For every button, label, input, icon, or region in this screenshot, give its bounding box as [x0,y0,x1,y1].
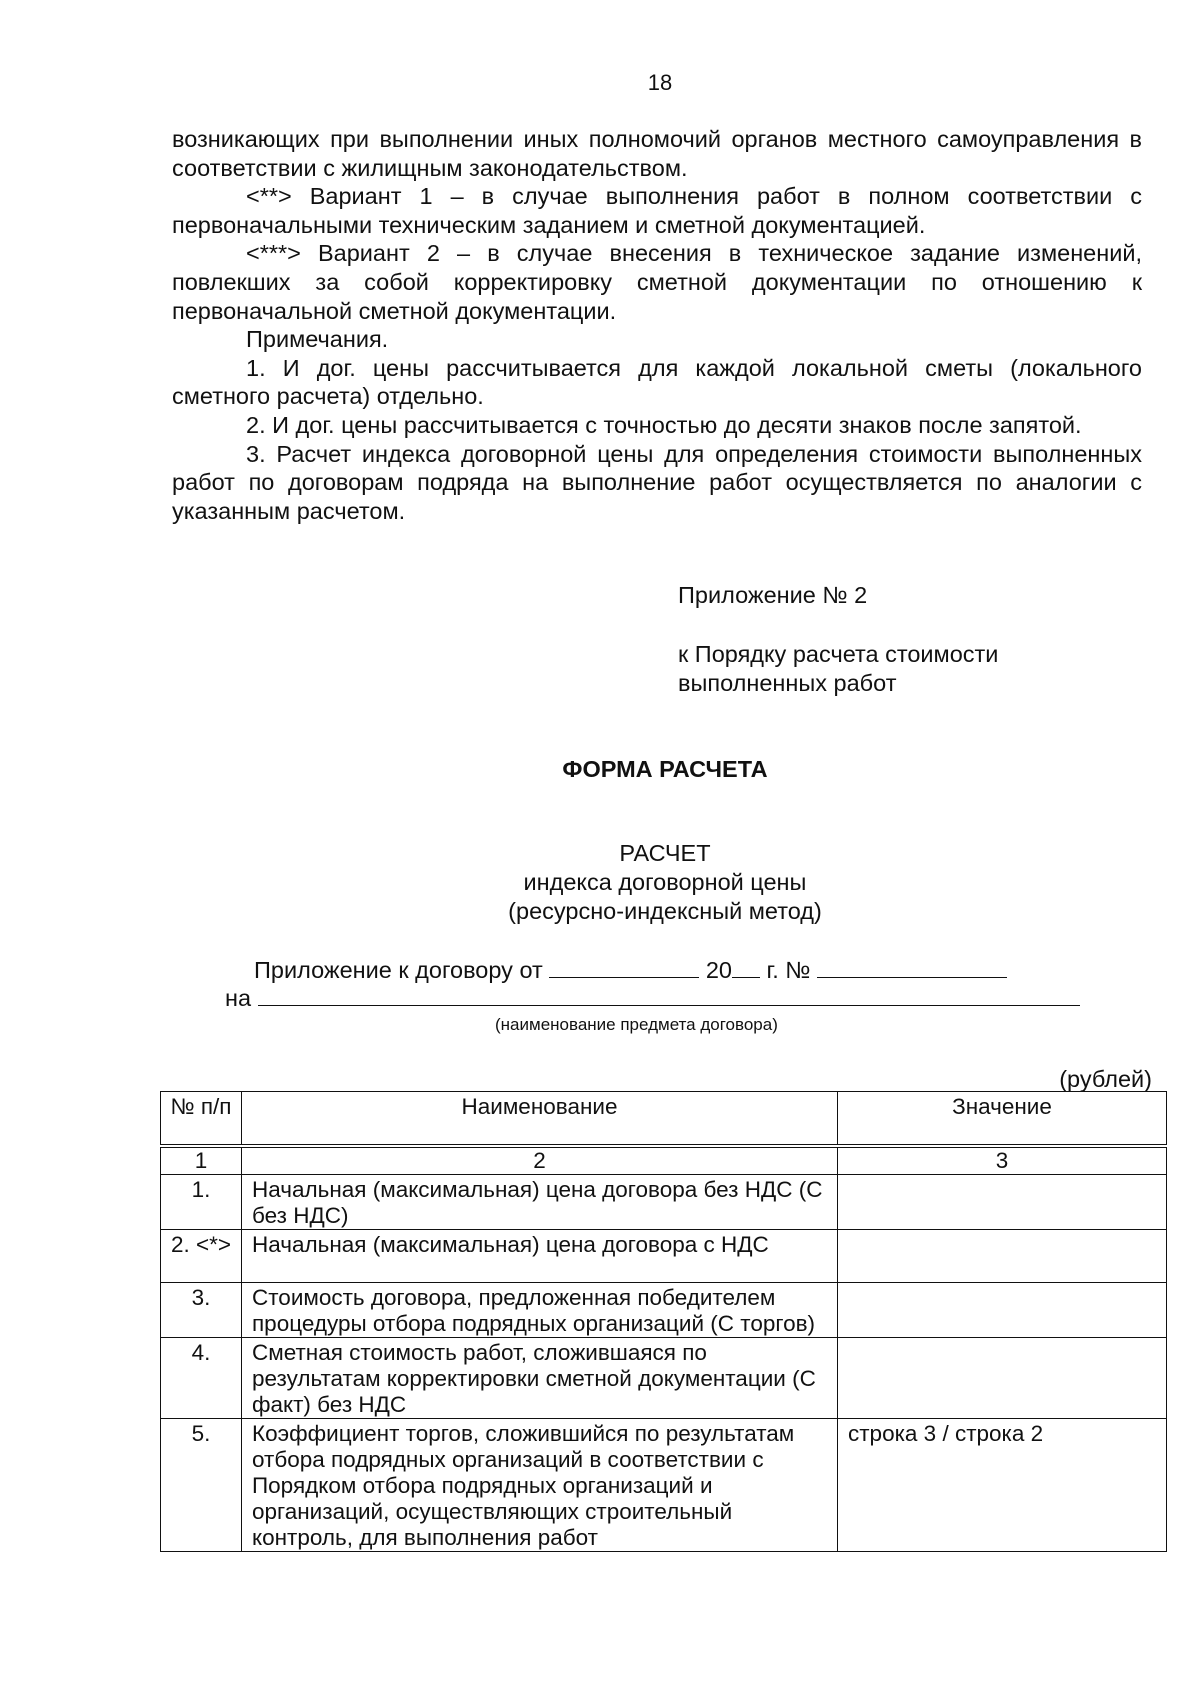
calculation-heading [0,839,1200,926]
table-row [161,1419,1167,1552]
subject-prefix: на [225,985,252,1011]
appendix-reference [678,640,998,698]
paragraph-variant-1: <**> Вариант 1 – в случае выполнения работ в полном соответствии с первоначальными техническим заданием и сметной документацией. [172,183,1142,238]
row-name: Стоимость договора, предложенная победителем процедуры отбора подрядных организаций (С торгов) [242,1283,838,1338]
contract-line [254,955,1007,984]
row-number: 1. [161,1175,242,1230]
row-name: Сметная стоимость работ, сложившаяся по результатам корректировки сметной документации (С факт) без НДС [242,1338,838,1419]
units-label: (рублей) [1059,1066,1152,1092]
index-col-1: 1 [161,1146,242,1175]
row-name: Коэффициент торгов, сложившийся по результатам отбора подрядных организаций в соответствии с Порядком отбора подрядных организаций и организаций, осуществляющих строительный контроль, для выполнения работ [242,1419,838,1552]
calculation-method: (ресурсно-индексный метод) [508,898,822,924]
appendix-reference-line-1: к Порядку расчета стоимости [678,641,999,667]
calculation-subtitle: индекса договорной цены [523,869,807,895]
table-index-row [161,1146,1167,1175]
note-2: 2. И дог. цены рассчитывается с точностью до десяти знаков после запятой. [246,411,1082,438]
body-text [172,125,1142,525]
table-row [161,1175,1167,1230]
table-header-row [161,1092,1167,1147]
contract-date-blank [549,955,699,978]
row-name: Начальная (максимальная) цена договора без НДС (С без НДС) [242,1175,838,1230]
appendix-number: Приложение № 2 [678,582,868,608]
index-col-2: 2 [242,1146,838,1175]
row-number: 2. <*> [161,1230,242,1283]
row-value [838,1230,1167,1283]
row-value: строка 3 / строка 2 [838,1419,1167,1552]
row-value [838,1283,1167,1338]
table-row [161,1283,1167,1338]
header-name: Наименование [242,1092,838,1147]
form-title: ФОРМА РАСЧЕТА [562,756,768,782]
subject-caption: (наименование предмета договора) [495,1015,778,1034]
header-value: Значение [838,1092,1167,1147]
subject-blank [258,983,1080,1006]
appendix-reference-line-2: выполненных работ [678,670,897,696]
row-value [838,1175,1167,1230]
header-number: № п/п [161,1092,242,1147]
note-3: 3. Расчет индекса договорной цены для определения стоимости выполненных работ по договорам подряда на выполнение работ осуществляется по аналогии с указанным расчетом. [172,440,1142,524]
contract-prefix: Приложение к договору от [254,957,543,983]
index-col-3: 3 [838,1146,1167,1175]
page-number: 18 [647,70,673,95]
row-number: 5. [161,1419,242,1552]
row-value [838,1338,1167,1419]
table-row [161,1230,1167,1283]
note-1: 1. И дог. цены рассчитывается для каждой локальной сметы (локального сметного расчета) отдельно. [172,354,1142,410]
contract-number-blank [817,955,1007,978]
table-row [161,1338,1167,1419]
calculation-table [160,1091,1167,1552]
calculation-title: РАСЧЕТ [619,840,711,866]
row-number: 4. [161,1338,242,1419]
contract-year-blank [732,955,760,978]
row-name: Начальная (максимальная) цена договора с НДС [242,1230,838,1283]
paragraph-continuation: возникающих при выполнении иных полномочий органов местного самоуправления в соответствии с жилищным законодательством. [172,126,1142,181]
row-number: 3. [161,1283,242,1338]
paragraph-variant-2: <***> Вариант 2 – в случае внесения в техническое задание изменений, повлекших за собой корректировку сметной документации по отношению к первоначальной сметной документации. [172,240,1142,324]
subject-line [225,983,1080,1012]
contract-number-label: г. № [766,957,811,983]
contract-year: 20 [705,957,732,983]
notes-heading: Примечания. [246,326,389,353]
